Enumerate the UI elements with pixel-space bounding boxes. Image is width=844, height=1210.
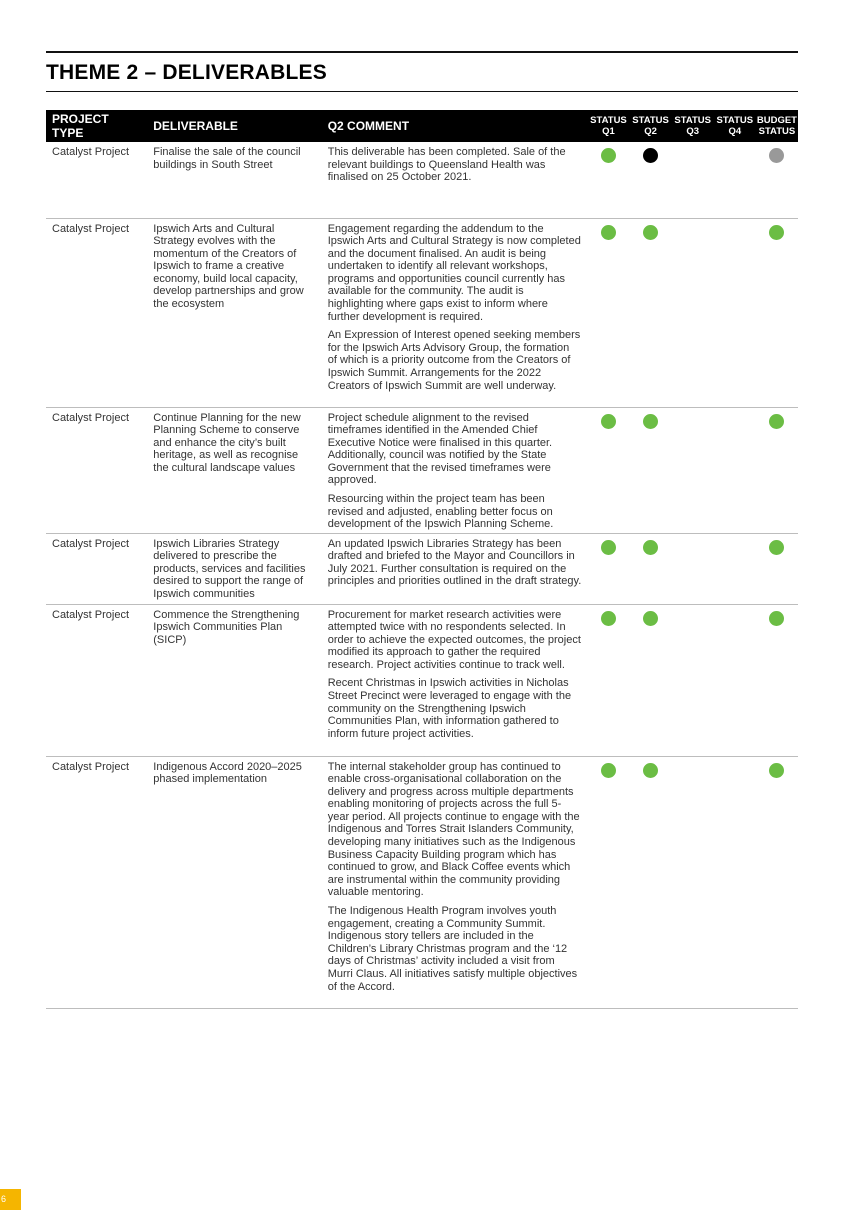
status-dot (601, 148, 616, 163)
header-status-q3-bottom: Q3 (686, 126, 700, 137)
status-q4-cell (714, 142, 756, 218)
status-q4-cell (714, 604, 756, 756)
comment-cell (322, 604, 588, 756)
budget-status-cell (756, 218, 798, 407)
comment-paragraph: Procurement for market research activities were attempted twice with no respondents selected. In order to achieve the expected outcomes, the project modified its approach to gather the required research. Project activities continue to track well. (327, 608, 581, 671)
comment-cell (322, 756, 588, 1008)
header-budget-status (756, 110, 798, 142)
status-dot (601, 611, 616, 626)
status-q1-cell (587, 407, 629, 533)
status-q4-cell (714, 218, 756, 407)
status-q4-cell (714, 407, 756, 533)
status-q3-cell (672, 604, 714, 756)
status-dot (601, 763, 616, 778)
header-status-q4 (714, 110, 756, 142)
deliverable-cell: Indigenous Accord 2020–2025 phased implementation (147, 756, 321, 1008)
table-row (46, 218, 798, 407)
header-status-q3-top: STATUS (674, 115, 711, 126)
status-q2-cell (630, 533, 672, 604)
table-row (46, 533, 798, 604)
project-type-cell: Catalyst Project (46, 142, 147, 218)
budget-status-cell (756, 407, 798, 533)
deliverable-cell: Ipswich Libraries Strategy delivered to prescribe the products, services and facilities desired to support the range of Ipswich communities (147, 533, 321, 604)
table-row (46, 142, 798, 218)
page-title: THEME 2 – DELIVERABLES (46, 61, 327, 84)
comment-paragraph: The Indigenous Health Program involves youth engagement, creating a Community Summit. Indigenous story tellers are included in the Children’s Library Christmas program and the ‘12 days of Christmas’ activity included a visit from Murri Claus. All initiatives satisfy multiple objectives of the Accord. (327, 905, 578, 993)
status-q2-cell (630, 604, 672, 756)
status-dot (601, 414, 616, 429)
status-q4-cell (714, 533, 756, 604)
status-q3-cell (672, 218, 714, 407)
header-status-q1-top: STATUS (590, 115, 627, 126)
status-dot (643, 611, 658, 626)
status-q2-cell (630, 407, 672, 533)
header-status-q4-bottom: Q4 (728, 126, 742, 137)
status-dot (643, 763, 658, 778)
status-dot (643, 225, 658, 240)
deliverable-cell: Ipswich Arts and Cultural Strategy evolves with the momentum of the Creators of Ipswich to frame a creative economy, build local capacity, develop partnerships and grow the ecosystem (147, 218, 321, 407)
header-status-q4-top: STATUS (716, 115, 754, 126)
header-deliverable: DELIVERABLE (147, 110, 321, 142)
table-header-row (46, 110, 798, 142)
project-type-cell: Catalyst Project (46, 604, 147, 756)
project-type-cell: Catalyst Project (46, 218, 147, 407)
status-dot (601, 540, 616, 555)
comment-paragraph: Resourcing within the project team has been revised and adjusted, enabling better focus on development of the Ipswich Planning Scheme. (327, 493, 554, 531)
header-budget-status-top: BUDGET (756, 115, 797, 126)
comment-paragraph: Recent Christmas in Ipswich activities in Nicholas Street Precinct were leveraged to engage with the community on the Strengthening Ipswich Communities Plan, with information gathered to inform future project activities. (327, 677, 572, 740)
top-rule (46, 51, 798, 53)
status-dot (769, 148, 784, 163)
project-type-cell: Catalyst Project (46, 756, 147, 1008)
status-q1-cell (587, 533, 629, 604)
header-project-type: PROJECT TYPE (46, 110, 147, 142)
comment-paragraph: Engagement regarding the addendum to the Ipswich Arts and Cultural Strategy is now completed and the document finalised. An audit is being undertaken to identify all relevant workshops, programs and opportunities council currently has available for the community. The audit is highlighting where gaps exist to inform where further development is required. (327, 222, 581, 323)
status-dot (643, 540, 658, 555)
deliverable-cell: Finalise the sale of the council buildings in South Street (147, 142, 321, 218)
budget-status-cell (756, 756, 798, 1008)
budget-status-cell (756, 142, 798, 218)
status-q3-cell (672, 533, 714, 604)
comment-cell (322, 142, 588, 218)
header-status-q1-bottom: Q1 (602, 126, 615, 137)
comment-cell (322, 407, 588, 533)
status-q1-cell (587, 142, 629, 218)
comment-paragraph: This deliverable has been completed. Sale of the relevant buildings to Queensland Health was finalised on 25 October 2021. (327, 146, 566, 184)
comment-paragraph: Project schedule alignment to the revised timeframes identified in the Amended Chief Executive Notice were finalised in this quarter. Additionally, council was notified by the State Government that the revised timeframes were approved. (327, 411, 553, 487)
budget-status-cell (756, 533, 798, 604)
status-q1-cell (587, 218, 629, 407)
comment-paragraph: The internal stakeholder group has continued to enable cross-organisational collaboration on the delivery and progress across multiple departments enabling monitoring of projects across the full 5-year period. All projects continue to engage with the Indigenous and Torres Strait Islanders Community, developing many initiatives such as the Indigenous Business Capacity Building program which has continued to grow, and Black Coffee events which are instrumental within the community providing valuable mentoring. (327, 760, 580, 899)
status-dot (769, 225, 784, 240)
project-type-cell: Catalyst Project (46, 407, 147, 533)
header-q2-comment: Q2 COMMENT (322, 110, 588, 142)
header-status-q2-bottom: Q2 (644, 126, 657, 137)
status-dot (643, 148, 658, 163)
header-budget-status-bottom: STATUS (758, 126, 796, 137)
deliverable-cell: Continue Planning for the new Planning Scheme to conserve and enhance the city’s built heritage, as well as recognise the cultural landscape values (147, 407, 321, 533)
title-rule (46, 91, 798, 92)
deliverables-table (46, 110, 798, 1009)
status-dot (769, 414, 784, 429)
header-status-q1 (587, 110, 629, 142)
table-row (46, 604, 798, 756)
project-type-cell: Catalyst Project (46, 533, 147, 604)
status-q2-cell (630, 218, 672, 407)
comment-cell (322, 533, 588, 604)
status-dot (643, 414, 658, 429)
page-number-tab: 6 (0, 1189, 21, 1210)
status-q4-cell (714, 756, 756, 1008)
status-q3-cell (672, 407, 714, 533)
comment-cell (322, 218, 588, 407)
status-q3-cell (672, 756, 714, 1008)
status-q1-cell (587, 604, 629, 756)
budget-status-cell (756, 604, 798, 756)
deliverable-cell: Commence the Strengthening Ipswich Communities Plan (SICP) (147, 604, 321, 756)
status-q2-cell (630, 142, 672, 218)
status-dot (769, 611, 784, 626)
header-status-q3 (672, 110, 714, 142)
header-status-q2 (630, 110, 672, 142)
status-q1-cell (587, 756, 629, 1008)
status-dot (769, 763, 784, 778)
status-dot (769, 540, 784, 555)
header-status-q2-top: STATUS (632, 115, 669, 126)
status-q2-cell (630, 756, 672, 1008)
comment-paragraph: An Expression of Interest opened seeking members for the Ipswich Arts Advisory Group, the formation of which is a priority outcome from the Creators of Ipswich Summit. Arrangements for the 2022 Creators of Ipswich Summit are well underway. (327, 329, 581, 392)
table-row (46, 756, 798, 1008)
table-row (46, 407, 798, 533)
status-dot (601, 225, 616, 240)
status-q3-cell (672, 142, 714, 218)
comment-paragraph: An updated Ipswich Libraries Strategy has been drafted and briefed to the Mayor and Councillors in July 2021. Further consultation is required on the principles and priorities outlined in the draft strategy. (327, 537, 582, 588)
